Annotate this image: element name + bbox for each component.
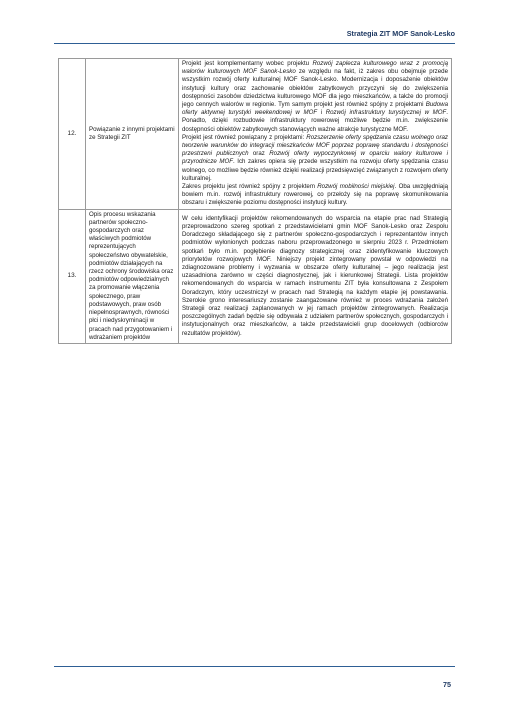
- italic-project-title: Budowa oferty aktywnej turystyki weekendowej w MOF: [182, 101, 448, 117]
- page-number: 75: [443, 680, 451, 689]
- row-content: [179, 59, 452, 210]
- content-paragraph: [182, 134, 448, 183]
- italic-project-title: Rozwój zaplecza kulturowego wraz z promocją walorów kulturowych MOF Sanok-Lesko: [182, 60, 448, 76]
- row-number: 12.: [59, 59, 86, 210]
- italic-project-title: Rozwój mobilności miejskiej: [317, 183, 395, 191]
- table-row: [59, 59, 452, 210]
- text-segment: . Ich zakres opiera się przede wszystkim na rozwoju oferty spędzania czasu wolnego, co możliwe będzie również dzięki realizacji przedsięwzięć związanych z rozwojem oferty kulturalnej.: [182, 158, 448, 182]
- row-label: Powiązanie z innymi projektami ze Strategii ZIT: [86, 59, 179, 210]
- footer-divider: [54, 666, 455, 667]
- italic-project-title: Rozszerzenie oferty spędzania czasu wolnego oraz tworzenie warunków do integracji mieszkańców MOF poprzez poprawę standardu i dostępności przestrzeni publicznych: [182, 133, 448, 158]
- text-segment: Zakres projektu jest również spójny z projektem: [182, 183, 318, 191]
- text-segment: oraz: [248, 150, 270, 158]
- text-segment: i: [317, 109, 326, 117]
- content-paragraph: [182, 60, 448, 134]
- text-segment: W celu identyfikacji projektów rekomendowanych do wsparcia na etapie prac nad Strategią przeprowadzono szereg spotkań z przedstawicielami gmin MOF Sanok-Lesko oraz Zespołu Doradczego składającego się z partnerów społeczno-gospodarczych i reprezentantów innych podmiotów wyłonionych podczas naboru przeprowadzonego w sierpniu 2023 r. Przedmiotem spotkań było m.in. pogłębienie diagnozy strategicznej oraz zidentyfikowanie kluczowych priorytetów rozwojowych MOF. Niniejszy projekt zintegrowany powstał w odpowiedzi na zdiagnozowane problemy i wyzwania w obszarze oferty kulturalnej – jego realizacja jest uzasadniona zarówno w części diagnostycznej, jak i kierunkowej Strategii. Lista projektów rekomendowanych do wsparcia w ramach instrumentu ZIT była konsultowana z Zespołem Doradczym, który uczestniczył w pracach nad Strategią na każdym etapie jej powstawania. Szerokie grono interesariuszy zostanie zaangażowane również w proces wdrażania założeń Strategii oraz realizacji zaplanowanych w jej ramach projektów zintegrowanych. Realizacja poszczególnych zadań będzie się odbywała z udziałem partnerów społecznych, gospodarczych i instytucjonalnych oraz mieszkańców, a także przedstawicieli grup docelowych (odbiorców rezultatów projektów).: [182, 214, 448, 337]
- text-segment: . Ponadto, dzięki rozbudowie infrastruktury rowerowej możliwe będzie m.in. zwiększenie dostępności obiektów zabytkowych stanowiących ważne atrakcje turystyczne MOF.: [182, 109, 448, 133]
- header-divider: [54, 43, 455, 44]
- text-segment: ze względu na fakt, iż zakres obu obejmuje przede wszystkim rozwój oferty kulturalnej MOF Sanok-Lesko. Modernizacja i doposażenie obiektów instytucji kultury oraz zachowanie obiektów zabytkowych przyczyni się do zwiększenia dostępności zasobów dziedzictwa kulturowego MOF dla jego mieszkańców, a także do promocji jego cennych walorów w regionie. Tym samym projekt jest również spójny z projektami: [182, 68, 449, 109]
- row-number: 13.: [59, 209, 86, 343]
- table-row: [59, 209, 452, 343]
- text-segment: Projekt jest komplementarny wobec projektu: [182, 60, 313, 67]
- row-label: Opis procesu wskazania partnerów społeczno-gospodarczych oraz właściwych podmiotów reprezentujących społeczeństwo obywatelskie, podmiotów działających na rzecz ochrony środowiska oraz podmiotów odpowiedzialnych za promowanie włączenia społecznego, praw podstawowych, praw osób niepełnosprawnych, równości płci i niedyskryminacji w pracach nad przygotowaniem i wdrażaniem projektów: [86, 209, 179, 343]
- content-paragraph: [182, 183, 448, 208]
- document-header-title: Strategia ZIT MOF Sanok-Lesko: [346, 29, 455, 38]
- row-content: [179, 209, 452, 343]
- content-paragraph: [182, 215, 448, 338]
- text-segment: . Oba uwzględniają bowiem m.in. rozwój infrastruktury rowerowej, co przełoży się na poprawę skomunikowania obszaru i zwiększenie poziomu dostępności instytucji kultury.: [182, 183, 448, 207]
- text-segment: Projekt jest również powiązany z projektami:: [182, 133, 307, 141]
- italic-project-title: Rozwój oferty wypoczynkowej w oparciu walory kulturowe i przyrodnicze MOF: [182, 150, 449, 166]
- italic-project-title: Rozwój infrastruktury turystycznej w MOF: [325, 109, 447, 117]
- project-details-table: [58, 58, 452, 344]
